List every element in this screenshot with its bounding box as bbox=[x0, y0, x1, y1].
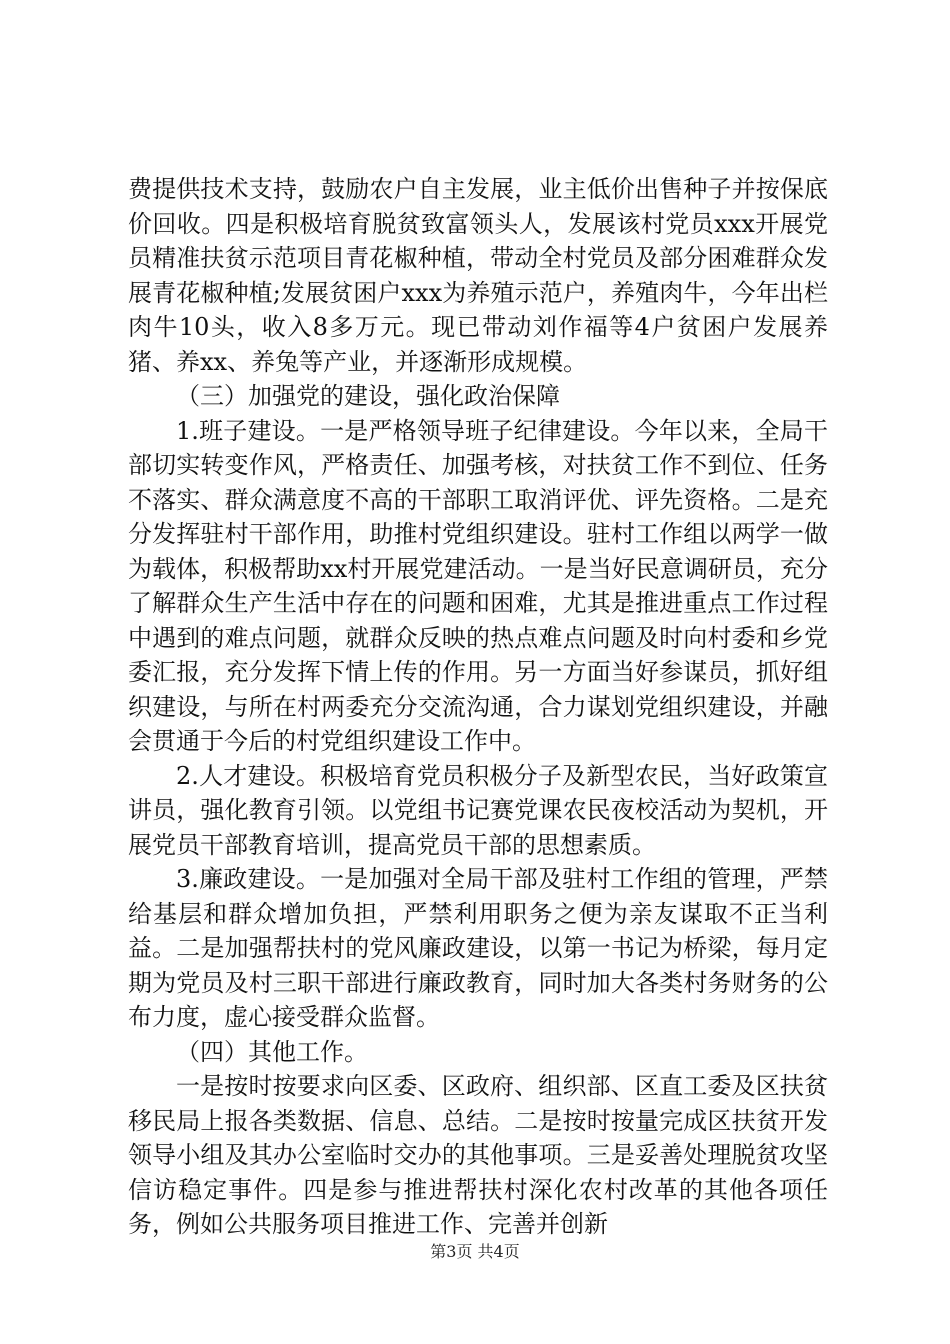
paragraph-team-building: 1.班子建设。一是严格领导班子纪律建设。今年以来，全局干部切实转变作风，严格责任、加强考核，对扶贫工作不到位、任务不落实、群众满意度不高的干部职工取消评优、评先资格。二是充分发挥驻村干部作用，助推村党组织建设。驻村工作组以两学一做为载体，积极帮助xx村开展党建活动。一是当好民意调研员，充分了解群众生产生活中存在的问题和困难，尤其是推进重点工作过程中遇到的难点问题，就群众反映的热点难点问题及时向村委和乡党委汇报，充分发挥下情上传的作用。另一方面当好参谋员，抓好组织建设，与所在村两委充分交流沟通，合力谋划党组织建设，并融会贯通于今后的村党组织建设工作中。 bbox=[128, 416, 828, 755]
paragraph-talent-building: 2.人才建设。积极培育党员积极分子及新型农民，当好政策宣讲员，强化教育引领。以党组书记赛党课农民夜校活动为契机，开展党员干部教育培训，提高党员干部的思想素质。 bbox=[128, 761, 828, 859]
page-number-footer: 第3页 共4页 bbox=[430, 1242, 520, 1261]
document-body bbox=[128, 172, 828, 1242]
paragraph-other-work: 一是按时按要求向区委、区政府、组织部、区直工委及区扶贫移民局上报各类数据、信息、总结。二是按时按量完成区扶贫开发领导小组及其办公室临时交办的其他事项。三是妥善处理脱贫攻坚信访稳定事件。四是参与推进帮扶村深化农村改革的其他各项任务，例如公共服务项目推进工作、完善并创新 bbox=[128, 1072, 828, 1238]
paragraph-integrity-building: 3.廉政建设。一是加强对全局干部及驻村工作组的管理，严禁给基层和群众增加负担，严禁利用职务之便为亲友谋取不正当利益。二是加强帮扶村的党风廉政建设，以第一书记为桥梁，每月定期为党员及村三职干部进行廉政教育，同时加大各类村务财务的公布力度，虚心接受群众监督。 bbox=[128, 865, 828, 1031]
section-heading-3: （三）加强党的建设，强化政治保障 bbox=[176, 382, 560, 410]
paragraph-continuation: 费提供技术支持，鼓励农户自主发展，业主低价出售种子并按保底价回收。四是积极培育脱贫致富领头人，发展该村党员xxx开展党员精准扶贫示范项目青花椒种植，带动全村党员及部分困难群众发展青花椒种植;发展贫困户xxx为养殖示范户，养殖肉牛，今年出栏肉牛10头，收入8多万元。现已带动刘作福等4户贫困户发展养猪、养xx、养兔等产业，并逐渐形成规模。 bbox=[128, 175, 828, 376]
section-heading-4: （四）其他工作。 bbox=[176, 1037, 368, 1066]
